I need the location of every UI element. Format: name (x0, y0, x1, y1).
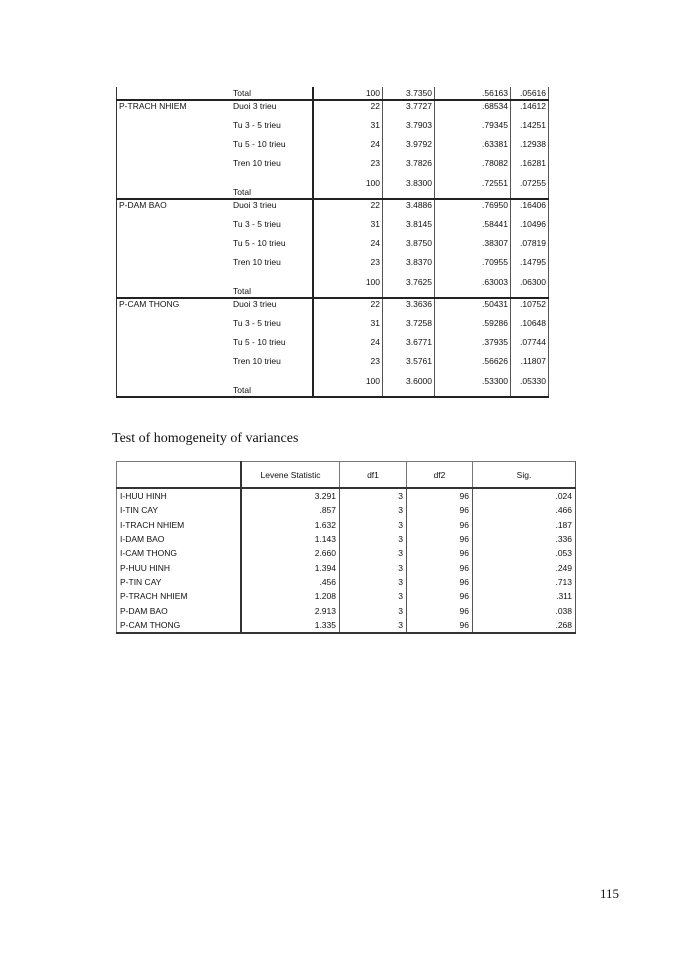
cell-n: 31 (313, 219, 383, 238)
cell-group: Tu 3 - 5 trieu (233, 120, 281, 130)
cell-sd: .38307 (435, 238, 511, 257)
cell-mean: 3.9792 (383, 139, 435, 158)
cell-group: Duoi 3 trieu (225, 298, 313, 318)
cell-se: .11807 (511, 356, 549, 375)
cell-group: Tu 3 - 5 trieu (233, 219, 281, 229)
cell-n: 23 (313, 257, 383, 276)
header-variable (117, 462, 242, 489)
table-row (117, 503, 576, 517)
cell-df2: 96 (407, 603, 473, 617)
cell-group: Tu 5 - 10 trieu (233, 139, 286, 149)
cell-n: 24 (313, 337, 383, 356)
cell-group: Tu 3 - 5 trieu (233, 318, 281, 328)
cell-variable: I-TRACH NHIEM (117, 518, 242, 532)
table-row (117, 532, 576, 546)
table-row (117, 257, 549, 276)
table-row (117, 546, 576, 560)
cell-se: .10496 (511, 219, 549, 238)
cell-sig: .249 (473, 560, 576, 574)
cell-mean: 3.4886 (383, 199, 435, 219)
table-header-row (117, 462, 576, 489)
cell-group: Tren 10 trieu (233, 356, 281, 366)
cell-mean: 3.8370 (383, 257, 435, 276)
cell-mean: 3.8145 (383, 219, 435, 238)
cell-n: 100 (313, 375, 383, 397)
cell-se: .05330 (511, 375, 549, 397)
table-row (117, 87, 549, 100)
table-row (117, 375, 549, 397)
cell-levene: .857 (241, 503, 340, 517)
cell-df1: 3 (340, 575, 407, 589)
cell-df1: 3 (340, 603, 407, 617)
cell-sig: .713 (473, 575, 576, 589)
cell-variable (117, 219, 226, 238)
cell-df2: 96 (407, 532, 473, 546)
cell-sig: .311 (473, 589, 576, 603)
table-row (117, 575, 576, 589)
cell-mean: 3.6000 (383, 375, 435, 397)
table-row (117, 488, 576, 503)
cell-sd: .59286 (435, 318, 511, 337)
cell-n: 24 (313, 238, 383, 257)
table-row (117, 120, 549, 139)
cell-df2: 96 (407, 618, 473, 633)
cell-variable (117, 158, 226, 177)
cell-n: 31 (313, 318, 383, 337)
cell-levene: 1.335 (241, 618, 340, 633)
cell-mean: 3.7625 (383, 276, 435, 298)
page-number: 115 (600, 886, 620, 901)
table-row (117, 337, 549, 356)
cell-variable: P-TIN CAY (117, 575, 242, 589)
cell-group: Tren 10 trieu (233, 158, 281, 168)
table-row (117, 158, 549, 177)
cell-variable: P-CAM THONG (117, 298, 226, 318)
cell-levene: 1.208 (241, 589, 340, 603)
cell-df1: 3 (340, 546, 407, 560)
cell-levene: 1.143 (241, 532, 340, 546)
cell-variable: P-DAM BAO (117, 603, 242, 617)
cell-mean: 3.5761 (383, 356, 435, 375)
cell-n: 100 (313, 276, 383, 298)
cell-variable (117, 356, 226, 375)
table-row (117, 238, 549, 257)
cell-sd: .76950 (435, 199, 511, 219)
cell-group: Duoi 3 trieu (225, 199, 313, 219)
cell-variable (117, 238, 226, 257)
cell-sd: .56163 (435, 87, 511, 100)
cell-se: .16281 (511, 158, 549, 177)
cell-n: 24 (313, 139, 383, 158)
cell-n: 22 (313, 298, 383, 318)
header-df2: df2 (407, 462, 473, 489)
cell-group: Tu 5 - 10 trieu (233, 238, 286, 248)
header-sig: Sig. (473, 462, 576, 489)
cell-variable: I-DAM BAO (117, 532, 242, 546)
cell-df2: 96 (407, 589, 473, 603)
cell-n: 31 (313, 120, 383, 139)
cell-variable: P-HUU HINH (117, 560, 242, 574)
cell-variable: P-DAM BAO (117, 199, 226, 219)
cell-df1: 3 (340, 618, 407, 633)
cell-sd: .56626 (435, 356, 511, 375)
cell-mean: 3.3636 (383, 298, 435, 318)
cell-variable: P-TRACH NHIEM (117, 100, 226, 120)
cell-n: 100 (313, 87, 383, 100)
cell-df1: 3 (340, 488, 407, 503)
cell-variable (117, 276, 226, 298)
table-row (117, 298, 549, 318)
cell-sd: .78082 (435, 158, 511, 177)
cell-se: .06300 (511, 276, 549, 298)
cell-df2: 96 (407, 503, 473, 517)
cell-variable (117, 87, 226, 100)
cell-df1: 3 (340, 518, 407, 532)
table-row (117, 518, 576, 532)
table-row (117, 618, 576, 633)
cell-group: Tren 10 trieu (233, 257, 281, 267)
table-row (117, 276, 549, 298)
cell-df1: 3 (340, 532, 407, 546)
cell-se: .05616 (511, 87, 549, 100)
cell-se: .16406 (511, 199, 549, 219)
cell-n: 22 (313, 199, 383, 219)
table-row (117, 219, 549, 238)
cell-df1: 3 (340, 589, 407, 603)
cell-sig: .053 (473, 546, 576, 560)
cell-sig: .268 (473, 618, 576, 633)
table-row (117, 100, 549, 120)
cell-variable: I-HUU HINH (117, 488, 242, 503)
cell-variable: P-TRACH NHIEM (117, 589, 242, 603)
cell-group: Total (233, 88, 251, 98)
cell-variable (117, 177, 226, 199)
cell-mean: 3.7826 (383, 158, 435, 177)
cell-variable (117, 257, 226, 276)
table-row (117, 603, 576, 617)
cell-sig: .024 (473, 488, 576, 503)
table-row (117, 356, 549, 375)
cell-group: Total (233, 286, 251, 296)
table-row (117, 318, 549, 337)
table-row (117, 139, 549, 158)
cell-se: .14612 (511, 100, 549, 120)
cell-variable (117, 120, 226, 139)
cell-group: Duoi 3 trieu (225, 100, 313, 120)
descriptives-table (116, 87, 549, 398)
cell-sig: .336 (473, 532, 576, 546)
table-row (117, 589, 576, 603)
cell-variable (117, 337, 226, 356)
cell-variable (117, 139, 226, 158)
cell-levene: 1.394 (241, 560, 340, 574)
cell-sd: .70955 (435, 257, 511, 276)
cell-levene: .456 (241, 575, 340, 589)
cell-variable (117, 318, 226, 337)
cell-df2: 96 (407, 518, 473, 532)
cell-df2: 96 (407, 546, 473, 560)
cell-sd: .79345 (435, 120, 511, 139)
cell-df2: 96 (407, 575, 473, 589)
cell-levene: 2.913 (241, 603, 340, 617)
cell-se: .07744 (511, 337, 549, 356)
cell-sd: .58441 (435, 219, 511, 238)
cell-group: Total (233, 187, 251, 197)
cell-n: 22 (313, 100, 383, 120)
homogeneity-table (116, 461, 576, 634)
table-row (117, 560, 576, 574)
cell-levene: 1.632 (241, 518, 340, 532)
cell-variable: P-CAM THONG (117, 618, 242, 633)
cell-mean: 3.7350 (383, 87, 435, 100)
cell-sd: .37935 (435, 337, 511, 356)
cell-group: Tu 5 - 10 trieu (233, 337, 286, 347)
cell-se: .14795 (511, 257, 549, 276)
cell-mean: 3.8750 (383, 238, 435, 257)
cell-group: Total (225, 375, 313, 397)
table-row (117, 177, 549, 199)
cell-variable: I-CAM THONG (117, 546, 242, 560)
cell-se: .07255 (511, 177, 549, 199)
cell-se: .14251 (511, 120, 549, 139)
cell-mean: 3.6771 (383, 337, 435, 356)
cell-sig: .466 (473, 503, 576, 517)
cell-mean: 3.7903 (383, 120, 435, 139)
cell-sd: .53300 (435, 375, 511, 397)
cell-se: .10648 (511, 318, 549, 337)
cell-df1: 3 (340, 503, 407, 517)
header-df1: df1 (340, 462, 407, 489)
cell-levene: 3.291 (241, 488, 340, 503)
cell-sd: .63381 (435, 139, 511, 158)
cell-df2: 96 (407, 560, 473, 574)
header-levene: Levene Statistic (241, 462, 340, 489)
cell-se: .10752 (511, 298, 549, 318)
cell-se: .12938 (511, 139, 549, 158)
cell-sig: .038 (473, 603, 576, 617)
cell-sd: .68534 (435, 100, 511, 120)
cell-mean: 3.8300 (383, 177, 435, 199)
cell-n: 100 (313, 177, 383, 199)
cell-sd: .63003 (435, 276, 511, 298)
cell-n: 23 (313, 158, 383, 177)
cell-mean: 3.7727 (383, 100, 435, 120)
cell-sig: .187 (473, 518, 576, 532)
cell-variable (117, 375, 226, 397)
cell-sd: .72551 (435, 177, 511, 199)
cell-se: .07819 (511, 238, 549, 257)
cell-df1: 3 (340, 560, 407, 574)
homogeneity-heading: Test of homogeneity of variances (112, 431, 299, 446)
cell-df2: 96 (407, 488, 473, 503)
cell-variable: I-TIN CAY (117, 503, 242, 517)
cell-sd: .50431 (435, 298, 511, 318)
cell-mean: 3.7258 (383, 318, 435, 337)
cell-n: 23 (313, 356, 383, 375)
table-row (117, 199, 549, 219)
cell-levene: 2.660 (241, 546, 340, 560)
